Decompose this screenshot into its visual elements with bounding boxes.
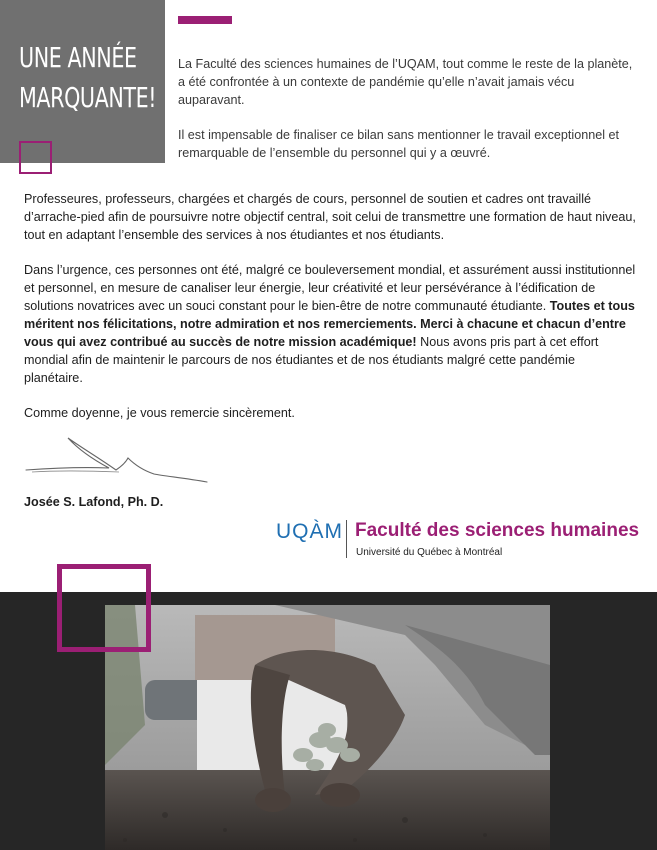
page-title <box>19 38 157 118</box>
body-paragraph-2-bold: Toutes et tous méritent nos félicitations, notre admiration et nos remerciements. Merci à chacune et chacun d’entre vous qui avez contribué au succès de notre mission académique! <box>24 299 635 349</box>
intro-paragraph-1: La Faculté des sciences humaines de l’UQAM, tout comme le reste de la planète, a été confrontée à un contexte de pandémie qu’elle n’avait jamais vécu auparavant. <box>178 57 633 107</box>
intro-paragraph-2: Il est impensable de finaliser ce bilan sans mentionner le travail exceptionnel et remarquable de l’ensemble du personnel qui y a œuvré. <box>178 128 620 160</box>
logo-university-name: Université du Québec à Montréal <box>356 547 503 558</box>
logo-uqam-wordmark: UQÀM <box>276 520 343 543</box>
logo-divider <box>346 520 347 558</box>
body-paragraph-2 <box>24 261 636 387</box>
gardening-photo <box>105 605 550 850</box>
handwritten-signature <box>24 430 209 490</box>
title-line-2: MARQUANTE! <box>19 81 157 114</box>
title-line-1: UNE ANNÉE <box>19 41 137 74</box>
decorative-square-large <box>57 564 151 652</box>
body-paragraph-3: Comme doyenne, je vous remercie sincèrement. <box>24 406 295 420</box>
uqam-logo <box>276 518 640 562</box>
intro-text <box>178 55 638 179</box>
signer-name: Josée S. Lafond, Ph. D. <box>24 495 164 509</box>
body-text <box>24 190 636 439</box>
decorative-square-small <box>19 141 52 174</box>
body-paragraph-2-end: Nous avons pris part à cet effort mondial afin de maintenir le parcours de nos étudiantes et de nos étudiants malgré cette pandémie planétaire. <box>24 335 599 385</box>
logo-faculty-name: Faculté des sciences humaines <box>355 520 640 541</box>
body-paragraph-1: Professeures, professeurs, chargées et chargés de cours, personnel de soutien et cadres ont travaillé d’arrache-pied afin de poursuivre notre objectif central, soit celui de transmettre une formation de haut niveau, tout en adaptant l’ensemble des services à nos étudiantes et nos étudiants. <box>24 192 636 242</box>
accent-bar <box>178 16 232 24</box>
title-box <box>0 0 165 163</box>
body-paragraph-2-start: Dans l’urgence, ces personnes ont été, malgré ce bouleversement mondial, et assurément aussi institutionnel et personnel, en mesure de canaliser leur énergie, leur créativité et leur persévérance à l’édification de solutions novatrices avec un souci constant pour le bien-être de notre communauté étudiante. <box>24 263 636 313</box>
